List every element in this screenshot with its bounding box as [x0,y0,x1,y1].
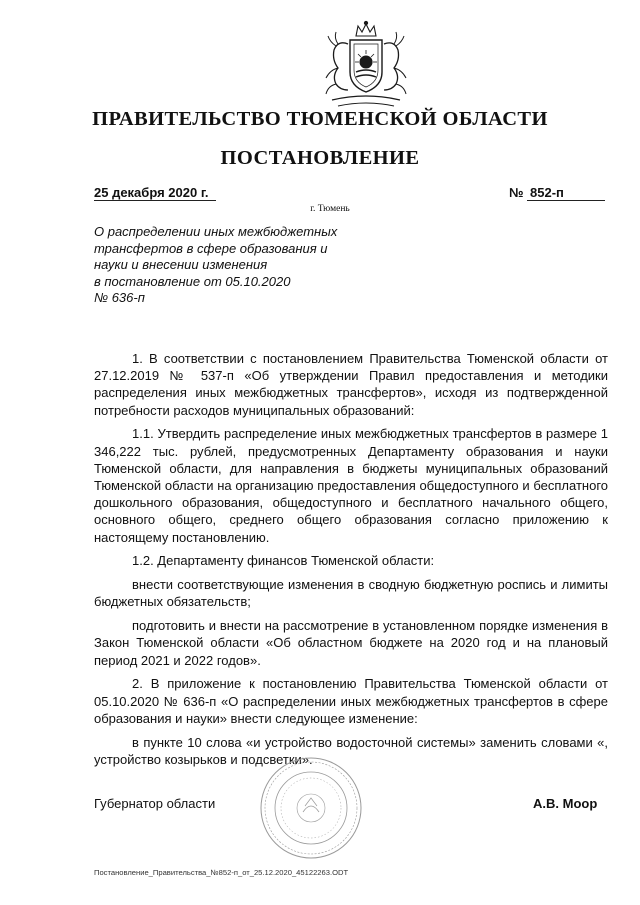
document-date: 25 декабря 2020 г. [94,185,209,200]
subject-line: трансфертов в сфере образования и [94,240,328,256]
subject-line: науки и внесении изменения [94,257,268,272]
paragraph-1-2-b: подготовить и внести на рассмотрение в установленном порядке изменения в Закон Тюменской области «Об областном бюджете на 2020 год и на плановый период 2021 и 2022 годов». [94,618,608,668]
seal-stamp-icon [259,756,363,860]
signatory-name: А.В. Моор [533,796,598,811]
paragraph-1-1: 1.1. Утвердить распределение иных межбюджетных трансфертов в размере 1 346,222 тыс. рублей, предусмотренных Департаменту образования и науки Тюменской области, для направления в бюджеты муниципальных образований Тюменской области на организацию предоставления общедоступного и бесплатного дошкольного образования, общедоступного и бесплатного начального общего, основного общего, среднего общего образования согласно приложению к настоящему постановлению. [94,426,608,545]
paragraph-1-2: 1.2. Департаменту финансов Тюменской области: [132,553,435,569]
government-title: ПРАВИТЕЛЬСТВО ТЮМЕНСКОЙ ОБЛАСТИ [92,108,548,130]
number-sign: № [509,185,524,200]
footer-filename: Постановление_Правительства_№852-п_от_25.12.2020_45122263.ODT [94,868,349,877]
subject-line: № 636-п [94,290,145,305]
subject-line: в постановление от 05.10.2020 [94,273,291,289]
paragraph-1: 1. В соответствии с постановлением Правительства Тюменской области от 27.12.2019 № 537-п «Об утверждении Правил предоставления и методики распределения иных межбюджетных трансфертов», исходя из подтвержденной потребности расходов муниципальных образований: [94,351,608,418]
paragraph-1-2-a: внести соответствующие изменения в сводную бюджетную роспись и лимиты бюджетных обязательств; [94,577,608,610]
document-number: 852-п [530,185,564,200]
city-label: г. Тюмень [310,204,350,214]
number-underline [527,200,605,201]
coat-of-arms-icon [318,20,414,112]
signatory-title: Губернатор области [94,796,216,811]
subject-line: О распределении иных межбюджетных [94,224,338,239]
paragraph-2-a: в пункте 10 слова «и устройство водосточной системы» заменить словами «, устройство козырьков и подсветки». [94,734,608,767]
date-underline [94,200,216,201]
document-body [94,350,608,775]
document-subject [94,224,384,307]
paragraph-2: 2. В приложение к постановлению Правительства Тюменской области от 05.10.2020 № 636-п «О распределении иных межбюджетных трансфертов в сфере образования и науки» внести следующее изменение: [94,676,608,726]
document-type-title: ПОСТАНОВЛЕНИЕ [220,147,420,169]
